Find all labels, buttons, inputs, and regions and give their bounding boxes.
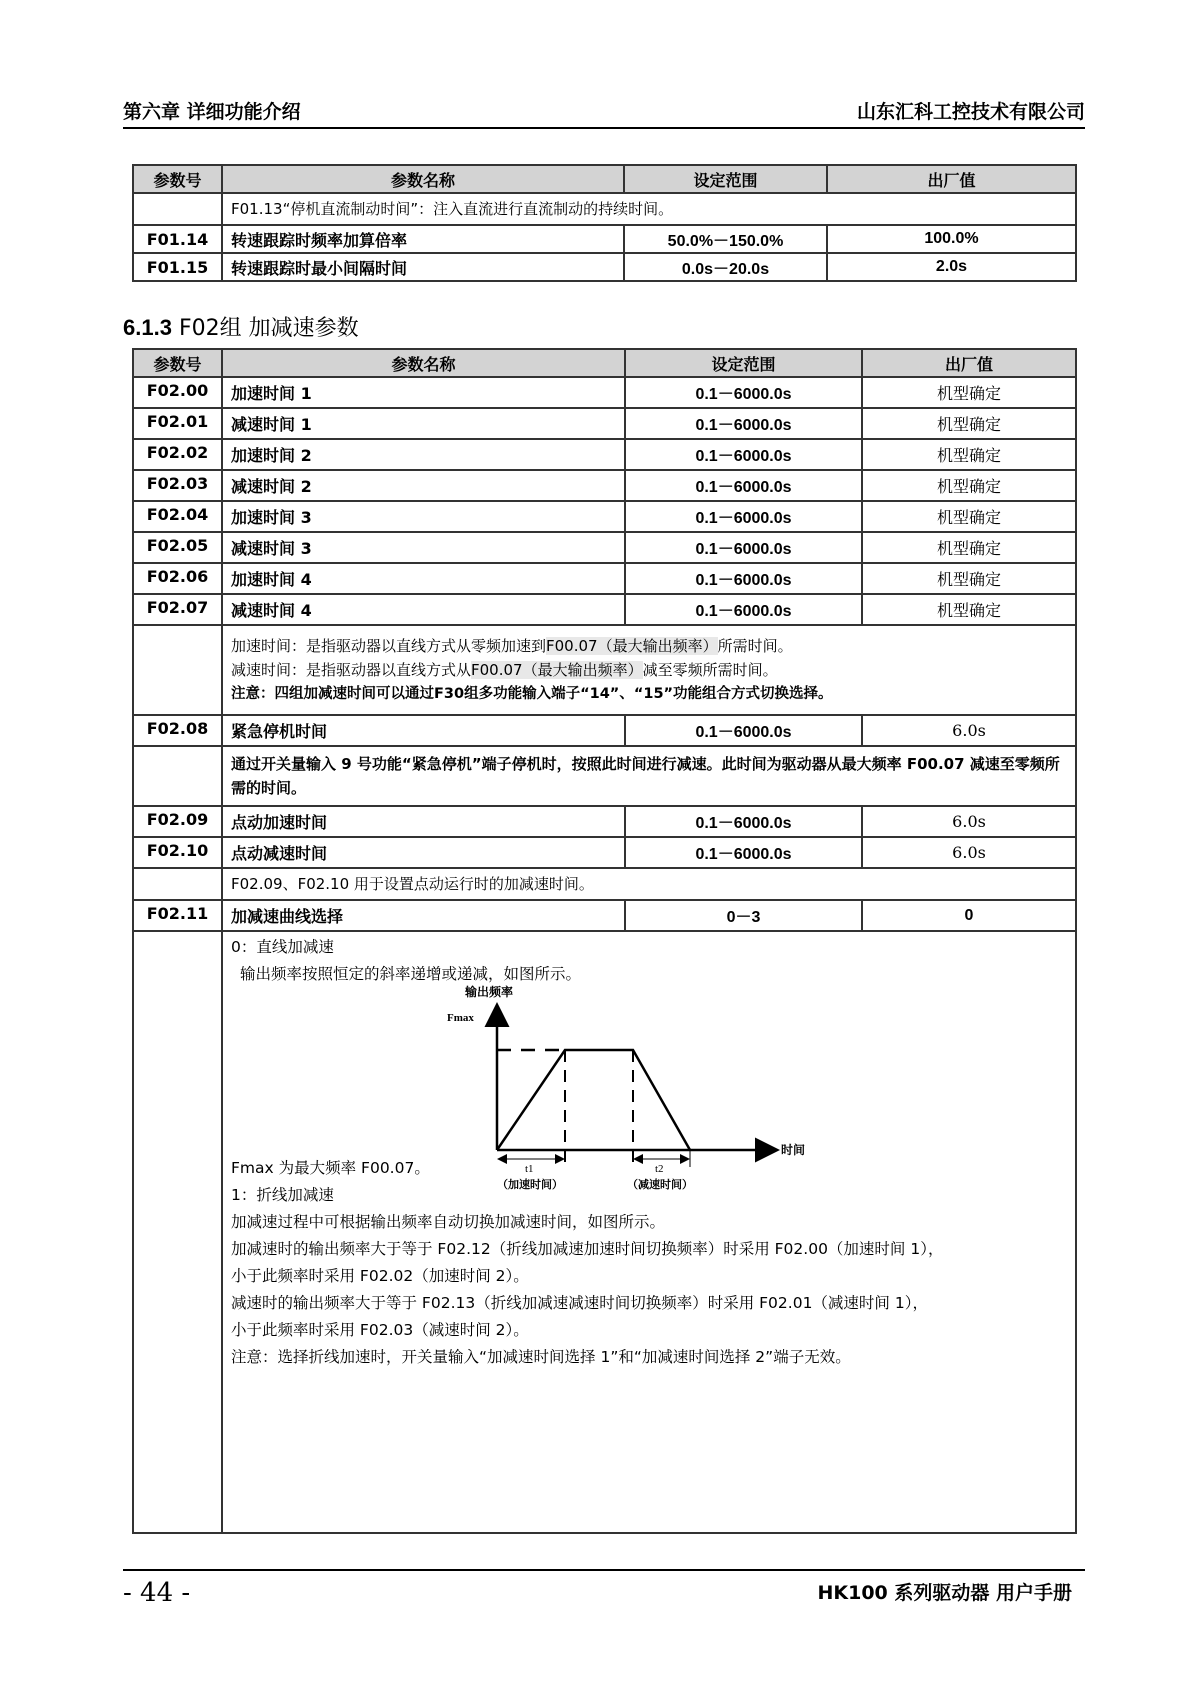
section-number: 6.1.3: [123, 315, 172, 340]
table-header-row: [133, 349, 1076, 377]
param-code: F02.04: [133, 501, 222, 532]
table-row: [133, 193, 1076, 225]
param-table-f02: [132, 348, 1077, 1534]
footer-rule: [123, 1569, 1085, 1571]
accel-time-desc: 加速时间：是指驱动器以直线方式从零频加速到F00.07（最大输出频率）所需时间。 减速时间：是指驱动器以直线方式从F00.07（最大输出频率）减至零频所需时间。 注意：四组加减速时间可以通过F30组多功能输入端子“14”、“15”功能组合方式切换选择。: [222, 625, 1076, 715]
param-default: 0: [862, 900, 1076, 931]
param-default: 6.0s: [862, 806, 1076, 837]
manual-title: HK100 系列驱动器 用户手册: [817, 1582, 1072, 1604]
param-name: 转速跟踪时最小间隔时间: [222, 253, 624, 281]
param-range: 0.1－6000.0s: [625, 439, 862, 470]
param-name: 加速时间 1: [222, 377, 625, 408]
t2-label: t2: [655, 1163, 664, 1175]
param-range: 0.1－6000.0s: [625, 377, 862, 408]
table-row: [133, 408, 1076, 439]
param-range: 0.1－6000.0s: [625, 594, 862, 625]
curve-opt1-l4: 减速时的输出频率大于等于 F02.13（折线加减速减速时间切换频率）时采用 F02.01（减速时间 1），: [231, 1294, 928, 1312]
param-name: 减速时间 3: [222, 532, 625, 563]
param-range: 0.1－6000.0s: [625, 837, 862, 868]
param-name: 紧急停机时间: [222, 715, 625, 746]
t1-label: t1: [525, 1163, 534, 1175]
table-row: [133, 532, 1076, 563]
table-row: [133, 900, 1076, 931]
param-code: F02.07: [133, 594, 222, 625]
param-name: 加速时间 2: [222, 439, 625, 470]
param-name: 加速时间 3: [222, 501, 625, 532]
t1-caption: （加速时间）: [497, 1178, 563, 1191]
page-header: [123, 97, 1085, 129]
param-code: F02.02: [133, 439, 222, 470]
table-row: [133, 806, 1076, 837]
param-name: 加减速曲线选择: [222, 900, 625, 931]
section-name: F02组 加减速参数: [178, 316, 359, 341]
param-range: 0.1－6000.0s: [625, 806, 862, 837]
param-name: 点动加速时间: [222, 806, 625, 837]
fmax-note: Fmax 为最大频率 F00.07。: [231, 1159, 430, 1177]
col-header-name: 参数名称: [222, 165, 624, 193]
page-number: - 44 -: [123, 1578, 191, 1608]
param-code: F01.15: [133, 253, 222, 281]
section-title: [123, 311, 359, 342]
param-code: F02.05: [133, 532, 222, 563]
company-name: 山东汇科工控技术有限公司: [856, 101, 1085, 123]
col-header-name: 参数名称: [222, 349, 625, 377]
table-row: [133, 377, 1076, 408]
param-code: F01.14: [133, 225, 222, 253]
param-code: F02.11: [133, 900, 222, 931]
param-code: F02.06: [133, 563, 222, 594]
curve-opt1-l3: 小于此频率时采用 F02.02（加速时间 2）。: [231, 1267, 529, 1285]
param-code: F02.08: [133, 715, 222, 746]
curve-opt1-l1: 加减速过程中可根据输出频率自动切换加减速时间，如图所示。: [231, 1213, 666, 1231]
param-range: 0.1－6000.0s: [625, 715, 862, 746]
param-code: F02.00: [133, 377, 222, 408]
t2-caption: （减速时间）: [627, 1178, 693, 1191]
param-default: 100.0%: [827, 225, 1076, 253]
table-header-row: [133, 165, 1076, 193]
table-row: [133, 715, 1076, 746]
param-table-f01: [132, 164, 1077, 282]
linear-accel-decel-diagram: [447, 985, 815, 1195]
param-default: 机型确定: [862, 594, 1076, 625]
param-default: 机型确定: [862, 408, 1076, 439]
table-row: [133, 594, 1076, 625]
fmax-label: Fmax: [447, 1012, 474, 1024]
y-axis-label: 输出频率: [465, 985, 514, 999]
param-range: 0.0s－20.0s: [624, 253, 827, 281]
param-name: 转速跟踪时频率加算倍率: [222, 225, 624, 253]
param-code: F02.03: [133, 470, 222, 501]
col-header-range: 设定范围: [625, 349, 862, 377]
table-row: [133, 253, 1076, 281]
col-header-code: 参数号: [133, 165, 222, 193]
col-header-default: 出厂值: [827, 165, 1076, 193]
param-code: F02.09: [133, 806, 222, 837]
jog-desc: F02.09、F02.10 用于设置点动运行时的加减速时间。: [222, 868, 1076, 900]
chapter-title: 第六章 详细功能介绍: [123, 101, 301, 123]
param-name: 点动减速时间: [222, 837, 625, 868]
table-row: [133, 501, 1076, 532]
param-default: 机型确定: [862, 501, 1076, 532]
curve-opt1-note: 注意：选择折线加速时，开关量输入“加减速时间选择 1”和“加减速时间选择 2”端子无效。: [231, 1348, 851, 1366]
param-name: 减速时间 1: [222, 408, 625, 439]
table-row: [133, 225, 1076, 253]
curve-opt0: 0：直线加减速: [231, 938, 334, 956]
col-header-code: 参数号: [133, 349, 222, 377]
param-range: 0.1－6000.0s: [625, 501, 862, 532]
table-row: [133, 470, 1076, 501]
param-range: 0.1－6000.0s: [625, 532, 862, 563]
param-default: 机型确定: [862, 532, 1076, 563]
table-row: [133, 563, 1076, 594]
param-name: 减速时间 2: [222, 470, 625, 501]
param-default: 6.0s: [862, 715, 1076, 746]
param-default: 机型确定: [862, 563, 1076, 594]
table-row: [133, 868, 1076, 900]
table-row: [133, 746, 1076, 806]
col-header-default: 出厂值: [862, 349, 1076, 377]
param-range: 0.1－6000.0s: [625, 563, 862, 594]
param-code: F02.01: [133, 408, 222, 439]
table-row: [133, 837, 1076, 868]
param-range: 0.1－6000.0s: [625, 408, 862, 439]
frequency-curve: [497, 1050, 690, 1150]
param-default: 机型确定: [862, 470, 1076, 501]
param-default: 6.0s: [862, 837, 1076, 868]
curve-opt1-l5: 小于此频率时采用 F02.03（减速时间 2）。: [231, 1321, 529, 1339]
table-row: [133, 625, 1076, 715]
curve-opt0-text: 输出频率按照恒定的斜率递增或递减，如图所示。: [240, 965, 582, 983]
curve-opt1: 1：折线加减速: [231, 1186, 334, 1204]
param-default: 机型确定: [862, 439, 1076, 470]
param-range: 0.1－6000.0s: [625, 470, 862, 501]
param-range: 50.0%－150.0%: [624, 225, 827, 253]
col-header-range: 设定范围: [624, 165, 827, 193]
table-row: [133, 439, 1076, 470]
param-code: F02.10: [133, 837, 222, 868]
param-name: 减速时间 4: [222, 594, 625, 625]
param-range: 0－3: [625, 900, 862, 931]
param-default: 2.0s: [827, 253, 1076, 281]
f0113-note: F01.13“停机直流制动时间”：注入直流进行直流制动的持续时间。: [222, 193, 1076, 225]
x-axis-label: 时间: [781, 1143, 806, 1157]
f0208-desc: 通过开关量输入 9 号功能“紧急停机”端子停机时，按照此时间进行减速。此时间为驱动器从最大频率 F00.07 减速至零频所需的时间。: [222, 746, 1076, 806]
param-name: 加速时间 4: [222, 563, 625, 594]
param-default: 机型确定: [862, 377, 1076, 408]
accel-note: 注意：四组加减速时间可以通过F30组多功能输入端子“14”、“15”功能组合方式切换选择。: [231, 686, 833, 702]
curve-opt1-l2: 加减速时的输出频率大于等于 F02.12（折线加减速加速时间切换频率）时采用 F02.00（加速时间 1），: [231, 1240, 944, 1258]
